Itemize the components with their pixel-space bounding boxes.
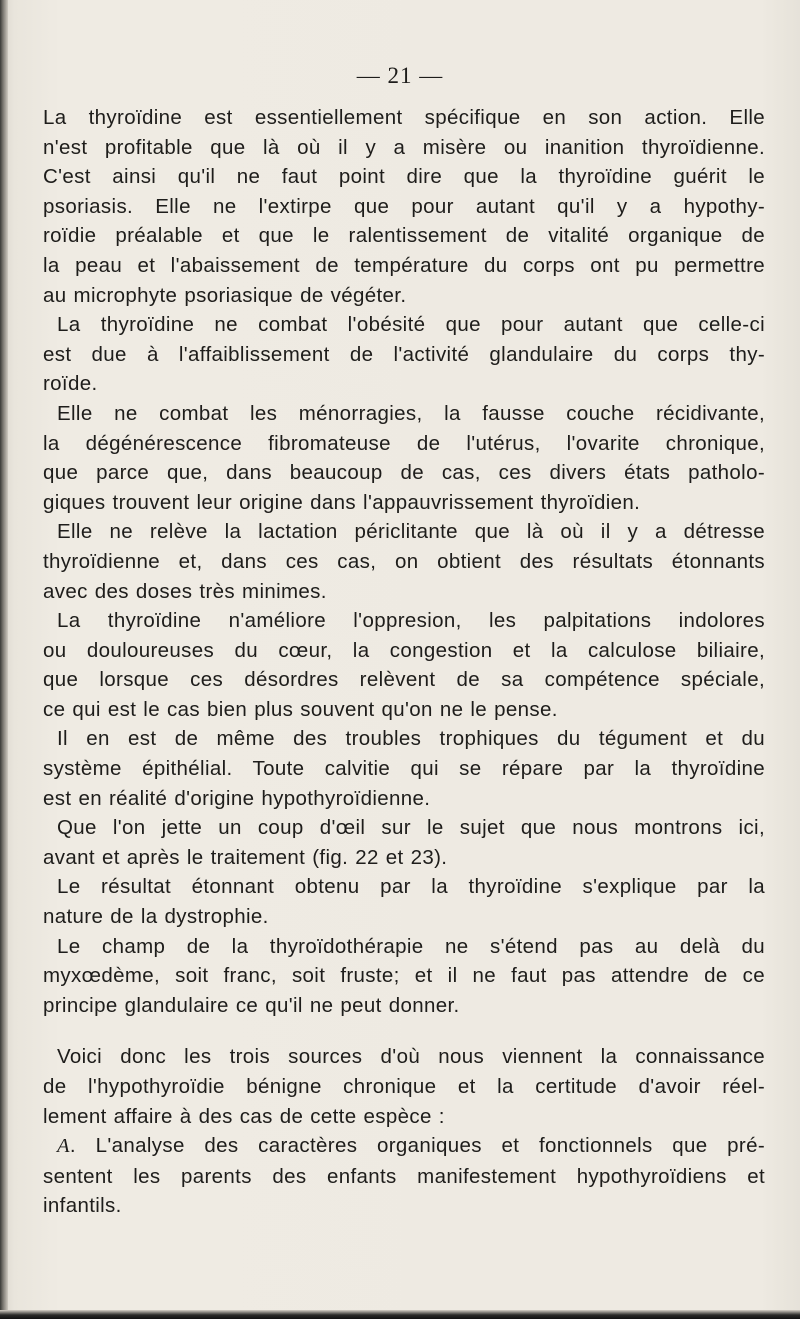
text-line: est due à l'affaiblissement de l'activité glandulaire du corps thy- [43, 342, 765, 366]
text-line: n'est profitable que là où il y a misère ou inanition thyroïdienne. [43, 135, 765, 159]
paragraph [43, 1042, 765, 1131]
list-marker: A [57, 1135, 70, 1158]
paragraph [43, 813, 765, 872]
page-bottom-edge [0, 1310, 800, 1319]
text-line: de l'hypothyroïdie bénigne chronique et la certitude d'avoir réel- [43, 1075, 765, 1098]
text-line: roïde. [43, 372, 98, 396]
text-line: Que l'on jette un coup d'œil sur le sujet que nous montrons ici, [57, 816, 765, 840]
text-line: Elle ne combat les ménorragies, la fausse couche récidivante, [57, 401, 765, 425]
text-line: infantils. [43, 1194, 122, 1218]
text-line: avant et après le traitement (fig. 22 et 23). [43, 845, 448, 869]
text-line: ce qui est le cas bien plus souvent qu'on ne le pense. [43, 697, 558, 721]
text-line: Le résultat étonnant obtenu par la thyroïdine s'explique par la [57, 875, 765, 899]
text-line: est en réalité d'origine hypothyroïdienne. [43, 786, 431, 810]
text-line: au microphyte psoriasique de végéter. [43, 283, 407, 307]
paragraph [43, 724, 765, 813]
body-text [43, 103, 765, 1221]
text-line: que lorsque ces désordres relèvent de sa compétence spéciale, [43, 668, 765, 692]
text-line: avec des doses très minimes. [43, 579, 327, 603]
text-line: lement affaire à des cas de cette espèce : [43, 1104, 445, 1128]
text-line: La thyroïdine n'améliore l'oppresion, les palpitations indolores [57, 609, 765, 633]
text-line: giques trouvent leur origine dans l'appauvrissement thyroïdien. [43, 490, 641, 514]
text-line: La thyroïdine est essentiellement spécifique en son action. Elle [43, 106, 765, 129]
paragraph [43, 932, 765, 1021]
text-line-content: . L'analyse des caractères organiques et fonctionnels que pré- [69, 1134, 765, 1158]
text-line: psoriasis. Elle ne l'extirpe que pour autant qu'il y a hypothy- [43, 194, 765, 218]
text-line: principe glandulaire ce qu'il ne peut donner. [43, 993, 460, 1017]
text-line: nature de la dystrophie. [43, 905, 269, 929]
text-line: myxœdème, soit franc, soit fruste; et il ne faut pas attendre de ce [43, 964, 765, 988]
text-line: que parce que, dans beaucoup de cas, ces divers états patholo- [43, 461, 765, 485]
text-line: la dégénérescence fibromateuse de l'utérus, l'ovarite chronique, [43, 431, 765, 455]
paragraph [43, 310, 765, 399]
text-line: Le champ de la thyroïdothérapie ne s'étend pas au delà du [57, 934, 765, 958]
paragraph [43, 872, 765, 931]
text-line: Voici donc les trois sources d'où nous viennent la connaissance [57, 1045, 765, 1069]
text-line: système épithélial. Toute calvitie qui se répare par la thyroïdine [43, 757, 765, 781]
paragraph [43, 103, 765, 310]
text-line [43, 1131, 765, 1162]
text-line: Il en est de même des troubles trophiques du tégument et du [57, 727, 765, 751]
paragraph [43, 1131, 765, 1221]
text-line: C'est ainsi qu'il ne faut point dire que la thyroïdine guérit le [43, 165, 765, 189]
text-line: la peau et l'abaissement de température du corps ont pu permettre [43, 253, 765, 277]
text-line: Elle ne relève la lactation périclitante que là où il y a détresse [57, 520, 765, 544]
paragraph [43, 606, 765, 724]
text-line: La thyroïdine ne combat l'obésité que pour autant que celle-ci [57, 313, 765, 337]
text-line: roïdie préalable et que le ralentissement de vitalité organique de [43, 224, 765, 248]
text-line: thyroïdienne et, dans ces cas, on obtient des résultats étonnants [43, 549, 765, 573]
book-binding-edge [0, 0, 8, 1319]
text-line: ou douloureuses du cœur, la congestion et la calculose biliaire, [43, 638, 765, 662]
page-number: — 21 — [356, 63, 444, 88]
paragraph [43, 517, 765, 606]
paragraph [43, 399, 765, 517]
text-line: sentent les parents des enfants manifestement hypothyroïdiens et [43, 1164, 765, 1188]
